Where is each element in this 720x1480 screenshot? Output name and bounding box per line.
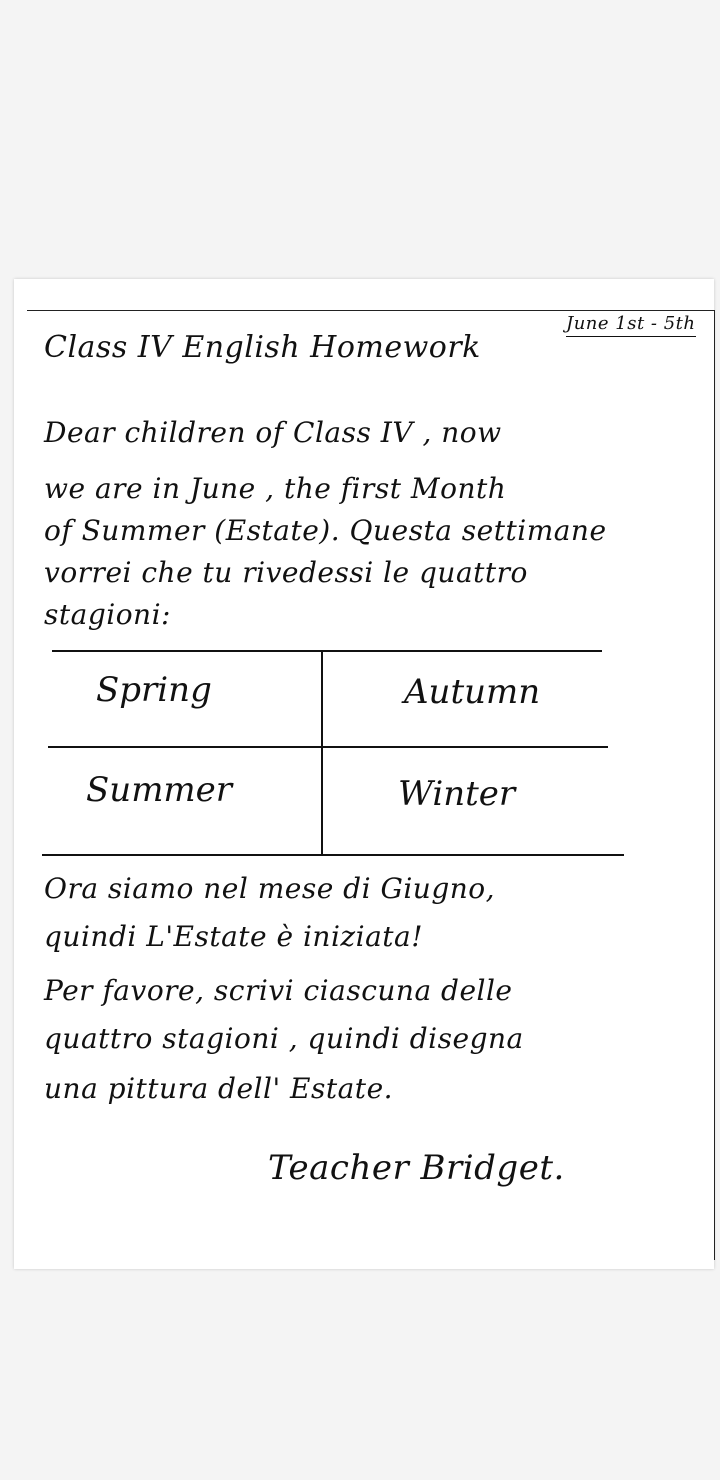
closing-line: quindi L'Estate è iniziata! — [44, 920, 424, 953]
page-top-rule — [27, 310, 715, 311]
closing-line: Per favore, scrivi ciascuna delle — [44, 974, 513, 1007]
closing-line: Ora siamo nel mese di Giugno, — [44, 872, 496, 905]
table-column-divider — [321, 650, 323, 856]
page-title: Class IV English Homework — [44, 330, 481, 365]
intro-line: stagioni: — [44, 598, 171, 631]
table-bottom-rule — [42, 854, 624, 856]
page-right-rule — [714, 310, 715, 1260]
intro-line: we are in June , the first Month — [44, 472, 507, 505]
closing-line: una pittura dell' Estate. — [44, 1072, 394, 1105]
teacher-signature: Teacher Bridget. — [268, 1148, 565, 1188]
intro-line: Dear children of Class IV , now — [44, 416, 502, 449]
intro-line: of Summer (Estate). Questa settimane — [44, 514, 607, 547]
table-middle-rule — [48, 746, 608, 748]
closing-line: quattro stagioni , quindi disegna — [44, 1022, 524, 1055]
table-cell-autumn: Autumn — [404, 672, 541, 712]
table-cell-summer: Summer — [86, 770, 233, 810]
table-cell-winter: Winter — [398, 774, 516, 814]
table-cell-spring: Spring — [96, 670, 212, 710]
table-top-rule — [52, 650, 602, 652]
intro-line: vorrei che tu rivedessi le quattro — [44, 556, 528, 589]
date-heading: June 1st - 5th — [566, 313, 696, 337]
